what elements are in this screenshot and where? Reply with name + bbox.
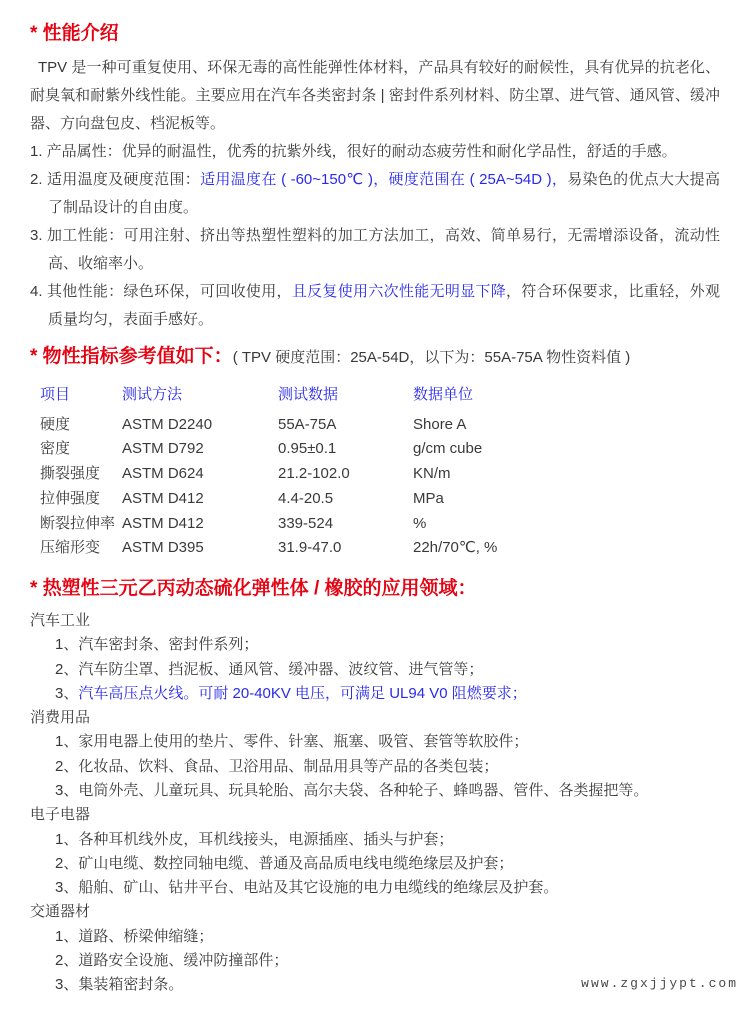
- table-cell: 22h/70℃, %: [413, 539, 498, 557]
- table-cell: 硬度: [40, 415, 71, 433]
- table-cell: 4.4-20.5: [278, 489, 334, 507]
- list-item-text: 2、化妆品、饮料、食品、卫浴用品、制品用具等产品的各类包装；: [55, 757, 499, 775]
- list-item: [30, 658, 720, 682]
- applications-list: [30, 609, 720, 998]
- list-item: [30, 682, 720, 706]
- table-cell: 339-524: [278, 514, 334, 532]
- list-item-text: 2、汽车防尘罩、挡泥板、通风管、缓冲器、波纹管、进气管等；: [55, 660, 484, 678]
- list-item: [30, 949, 720, 973]
- table-cell: 31.9-47.0: [278, 539, 342, 557]
- feature-item-2-highlight: 适用温度在 ( -60~150℃ )，硬度范围在 ( 25A~54D )，: [200, 171, 568, 188]
- properties-subtitle: ( TPV 硬度范围：25A-54D，以下为：55A-75A 物性资料值 ): [232, 349, 631, 366]
- table-header-item: 项目: [40, 386, 71, 403]
- feature-item-1-text: 1. 产品属性：优异的耐温性，优秀的抗紫外线，很好的耐动态疲劳性和耐化学品性，舒适的手感。: [30, 143, 677, 160]
- document-page: [30, 22, 738, 998]
- feature-item-3: [30, 222, 720, 278]
- list-item: [30, 779, 720, 803]
- site-url-watermark: www.zgxjjypt.com: [581, 976, 738, 991]
- section-title-properties: [30, 344, 720, 371]
- table-cell: 密度: [40, 440, 71, 458]
- table-cell: %: [413, 514, 427, 532]
- list-item-text: 1、家用电器上使用的垫片、零件、针塞、瓶塞、吸管、套管等软胶件；: [55, 733, 529, 751]
- group-name-automotive: 汽车工业: [30, 611, 91, 629]
- section-title-performance: * 性能介绍: [30, 23, 119, 44]
- list-item-text: 3、: [55, 684, 79, 702]
- list-item-text: 2、矿山电缆、数控同轴电缆、普通及高品质电线电缆绝缘层及护套；: [55, 854, 514, 872]
- table-cell: ASTM D412: [122, 489, 204, 507]
- list-item-text: 1、各种耳机线外皮，耳机线接头，电源插座、插头与护套；: [55, 830, 454, 848]
- feature-item-2-text: 2. 适用温度及硬度范围：: [30, 171, 201, 188]
- group-name-transportation: 交通器材: [30, 903, 91, 921]
- list-item: [30, 828, 720, 852]
- feature-item-4: [30, 278, 720, 334]
- properties-title-text: * 物性指标参考值如下：: [30, 346, 233, 367]
- list-item-text: 3、电筒外壳、儿童玩具、玩具轮胎、高尔夫袋、各种轮子、蜂鸣器、管件、各类握把等。: [55, 782, 649, 799]
- intro-paragraph: TPV 是一种可重复使用、环保无毒的高性能弹性体材料，产品具有较好的耐候性，具有优异的抗老化、耐臭氧和耐紫外线性能。主要应用在汽车各类密封条 | 密封件系列材料、防尘罩、进气管、通风管、缓冲器、方向盘包皮、档泥板等。: [30, 59, 720, 132]
- table-cell: 拉伸强度: [40, 489, 101, 507]
- table-cell: ASTM D2240: [122, 415, 213, 433]
- list-item-text: 1、道路、桥梁伸缩缝；: [55, 927, 214, 945]
- table-cell: 断裂拉伸率: [40, 514, 116, 532]
- table-cell: ASTM D624: [122, 465, 204, 483]
- feature-item-4-suffix: ，符合环保要求，比重轻，外观质量均匀，表面手感好。: [48, 283, 720, 328]
- table-cell: 55A-75A: [278, 415, 337, 433]
- list-item: [30, 925, 720, 949]
- table-cell: KN/m: [413, 465, 451, 483]
- table-header-unit: 数据单位: [413, 386, 474, 403]
- table-header-method: 测试方法: [122, 386, 183, 403]
- list-item: [30, 852, 720, 876]
- list-item-text: 3、集装箱密封条。: [55, 976, 184, 994]
- table-cell: Shore A: [413, 415, 467, 433]
- table-cell: ASTM D395: [122, 539, 204, 557]
- table-cell: g/cm cube: [413, 440, 483, 458]
- list-item-highlight: 汽车高压点火线。可耐 20-40KV 电压，可满足 UL94 V0 阻燃要求；: [78, 684, 527, 702]
- list-item-text: 1、汽车密封条、密封件系列；: [55, 636, 259, 654]
- feature-item-3-text: 3. 加工性能：可用注射、挤出等热塑性塑料的加工方法加工，高效、简单易行，无需增添设备，流动性高、收缩率小。: [30, 227, 720, 272]
- table-cell: ASTM D792: [122, 440, 204, 458]
- properties-table: [30, 383, 720, 561]
- feature-item-2-suffix: 易染色的优点大大提高了制品设计的自由度。: [48, 171, 720, 216]
- feature-list: [30, 138, 720, 334]
- section-title-applications: * 热塑性三元乙丙动态硫化弹性体 / 橡胶的应用领域：: [30, 577, 477, 599]
- table-cell: MPa: [413, 489, 444, 507]
- table-header-data: 测试数据: [278, 386, 339, 403]
- feature-item-2: [30, 166, 720, 222]
- table-cell: ASTM D412: [122, 514, 204, 532]
- list-item: [30, 755, 720, 779]
- list-item-text: 2、道路安全设施、缓冲防撞部件；: [55, 952, 289, 970]
- feature-item-4-highlight: 且反复使用六次性能无明显下降: [291, 283, 507, 300]
- list-item-text: 3、船舶、矿山、钻井平台、电站及其它设施的电力电缆线的绝缘层及护套。: [55, 879, 559, 897]
- table-cell: 压缩形变: [40, 539, 101, 557]
- group-name-consumer: 消费用品: [30, 709, 91, 727]
- table-cell: 撕裂强度: [40, 465, 101, 483]
- list-item: [30, 730, 720, 754]
- group-name-electronics: 电子电器: [30, 806, 91, 824]
- table-cell: 21.2-102.0: [278, 465, 350, 483]
- feature-item-1: [30, 138, 720, 166]
- feature-item-4-text: 4. 其他性能：绿色环保，可回收使用，: [30, 283, 292, 300]
- table-cell: 0.95±0.1: [278, 440, 337, 458]
- list-item: [30, 876, 720, 900]
- list-item: [30, 633, 720, 657]
